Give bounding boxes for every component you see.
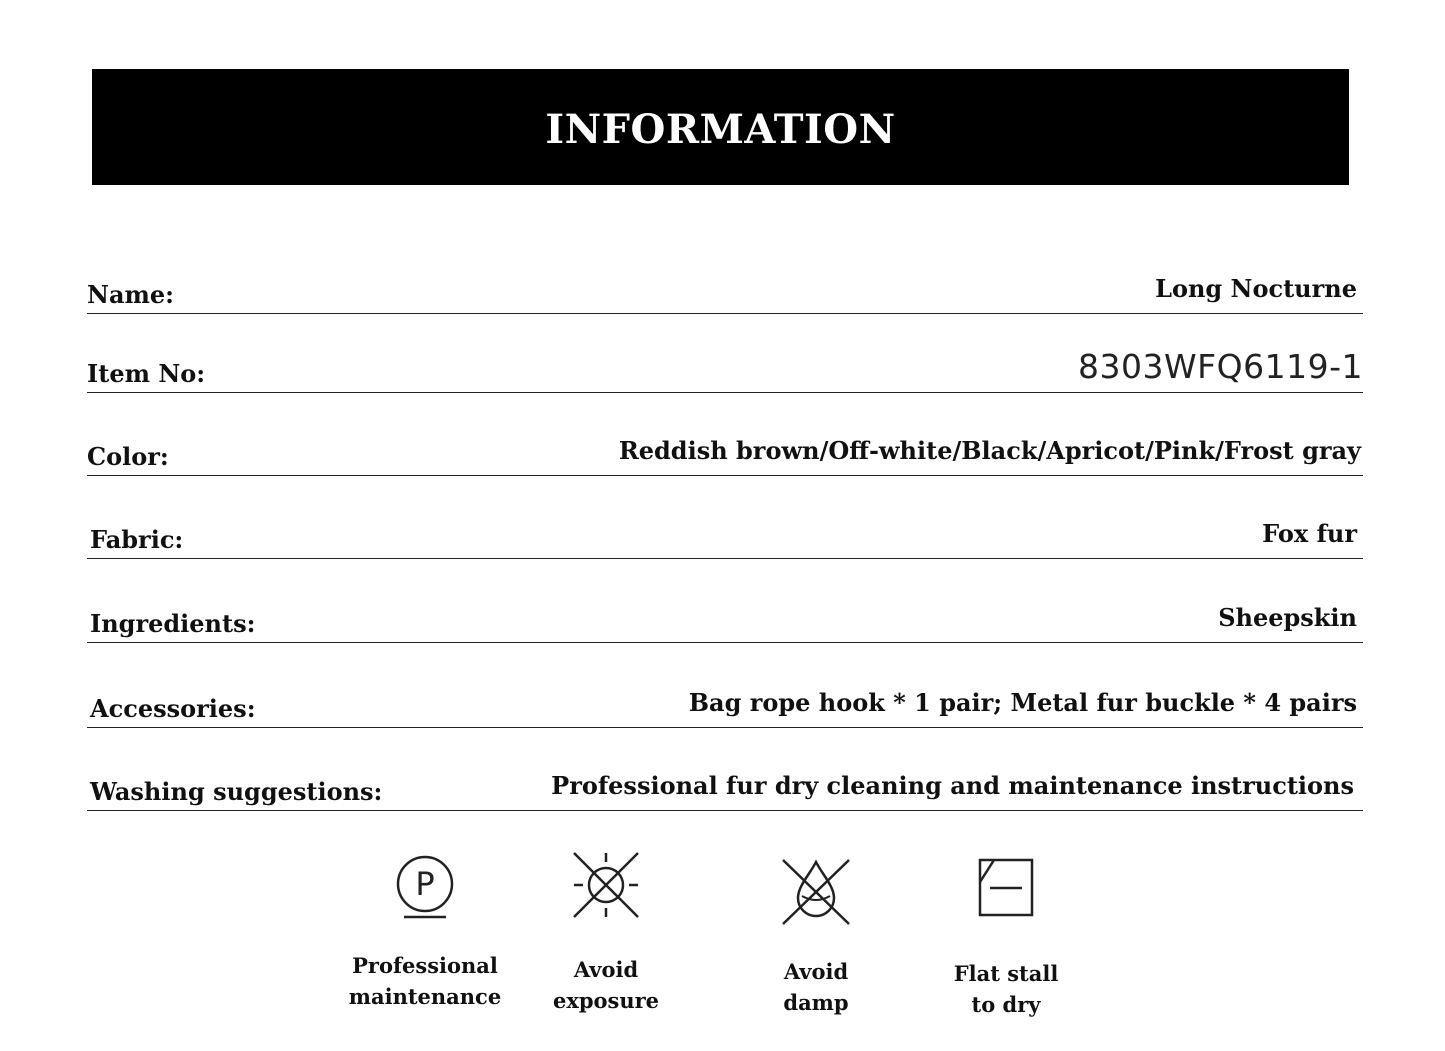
no-sun-icon (566, 848, 646, 922)
info-row-ingredients (87, 602, 1363, 643)
professional-clean-icon (385, 848, 465, 922)
flat-dry-icon (966, 852, 1046, 926)
header-banner (92, 69, 1349, 185)
row-label: Fabric: (90, 525, 184, 554)
care-label: Avoid damp (783, 959, 849, 1015)
info-row-washing (87, 770, 1363, 811)
care-label: Avoid exposure (552, 957, 660, 1013)
row-value: Reddish brown/Off-white/Black/Apricot/Pink/Frost gray (618, 436, 1361, 465)
row-value: 8303WFQ6119-1 (1078, 347, 1363, 386)
row-value: Sheepskin (1218, 603, 1357, 632)
care-avoid-exposure (526, 848, 686, 1016)
row-value: Professional fur dry cleaning and maintenance instructions (551, 771, 1354, 800)
info-row-color (87, 435, 1363, 476)
row-label: Name: (87, 280, 175, 309)
row-label: Accessories: (90, 694, 256, 723)
row-value: Long Nocturne (1155, 274, 1357, 303)
info-row-accessories (87, 687, 1363, 728)
info-row-item-no (87, 347, 1363, 393)
row-value: Fox fur (1262, 519, 1357, 548)
row-value: Bag rope hook * 1 pair; Metal fur buckle * 4 pairs (688, 688, 1357, 717)
care-avoid-damp (736, 852, 896, 1018)
care-professional (345, 848, 505, 1012)
page-title: INFORMATION (545, 105, 896, 153)
row-label: Item No: (87, 359, 206, 388)
row-label: Ingredients: (90, 609, 256, 638)
care-flat-dry (926, 852, 1086, 1020)
info-row-fabric (87, 518, 1363, 559)
care-label: Professional maintenance (348, 953, 502, 1009)
no-damp-icon (776, 852, 856, 926)
row-label: Color: (87, 442, 169, 471)
info-row-name (87, 273, 1363, 314)
care-label: Flat stall to dry (953, 961, 1059, 1017)
row-label: Washing suggestions: (90, 777, 383, 806)
svg-text:P: P (415, 865, 435, 903)
